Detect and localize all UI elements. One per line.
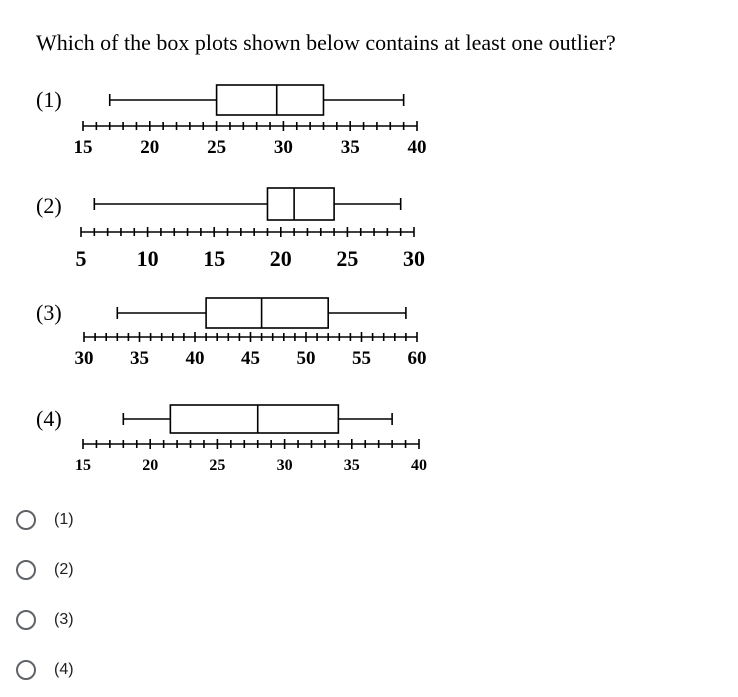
- box-iqr: [267, 188, 334, 220]
- option-4[interactable]: [16, 655, 216, 685]
- tick-label: 20: [140, 137, 160, 158]
- plot-label: (4): [36, 406, 62, 431]
- tick-label: 30: [74, 348, 94, 369]
- tick-label: 60: [407, 348, 427, 369]
- plot-label: (1): [36, 87, 62, 112]
- tick-label: 35: [343, 457, 360, 474]
- tick-label: 40: [185, 348, 205, 369]
- plot-label: (2): [36, 193, 62, 218]
- tick-label: 5: [75, 246, 87, 271]
- tick-label: 30: [403, 246, 425, 271]
- radio-icon[interactable]: [16, 660, 36, 680]
- tick-label: 40: [407, 137, 427, 158]
- tick-label: 35: [340, 137, 360, 158]
- tick-label: 40: [411, 457, 427, 474]
- tick-label: 30: [273, 137, 293, 158]
- tick-label: 45: [241, 348, 260, 369]
- tick-label: 25: [209, 457, 226, 474]
- tick-label: 15: [75, 457, 91, 474]
- option-label: (4): [54, 661, 74, 678]
- tick-label: 20: [142, 457, 159, 474]
- tick-label: 15: [203, 246, 226, 271]
- tick-label: 30: [276, 457, 293, 474]
- box-iqr: [217, 85, 324, 115]
- box-iqr: [170, 405, 338, 433]
- tick-label: 20: [269, 246, 292, 271]
- tick-label: 25: [207, 137, 227, 158]
- radio-icon[interactable]: [16, 510, 36, 530]
- tick-label: 15: [73, 137, 93, 158]
- option-1[interactable]: [16, 505, 216, 535]
- radio-icon[interactable]: [16, 560, 36, 580]
- tick-label: 25: [336, 246, 359, 271]
- box-iqr: [206, 298, 328, 328]
- tick-label: 35: [130, 348, 149, 369]
- option-label: (2): [54, 561, 74, 578]
- tick-label: 50: [296, 348, 316, 369]
- tick-label: 55: [352, 348, 371, 369]
- option-3[interactable]: [16, 605, 216, 635]
- plot-label: (3): [36, 300, 62, 325]
- option-label: (3): [54, 611, 74, 628]
- radio-icon[interactable]: [16, 610, 36, 630]
- option-2[interactable]: [16, 555, 216, 585]
- question-text: Which of the box plots shown below contains at least one outlier?: [36, 30, 616, 55]
- tick-label: 10: [136, 246, 159, 271]
- option-label: (1): [54, 511, 74, 528]
